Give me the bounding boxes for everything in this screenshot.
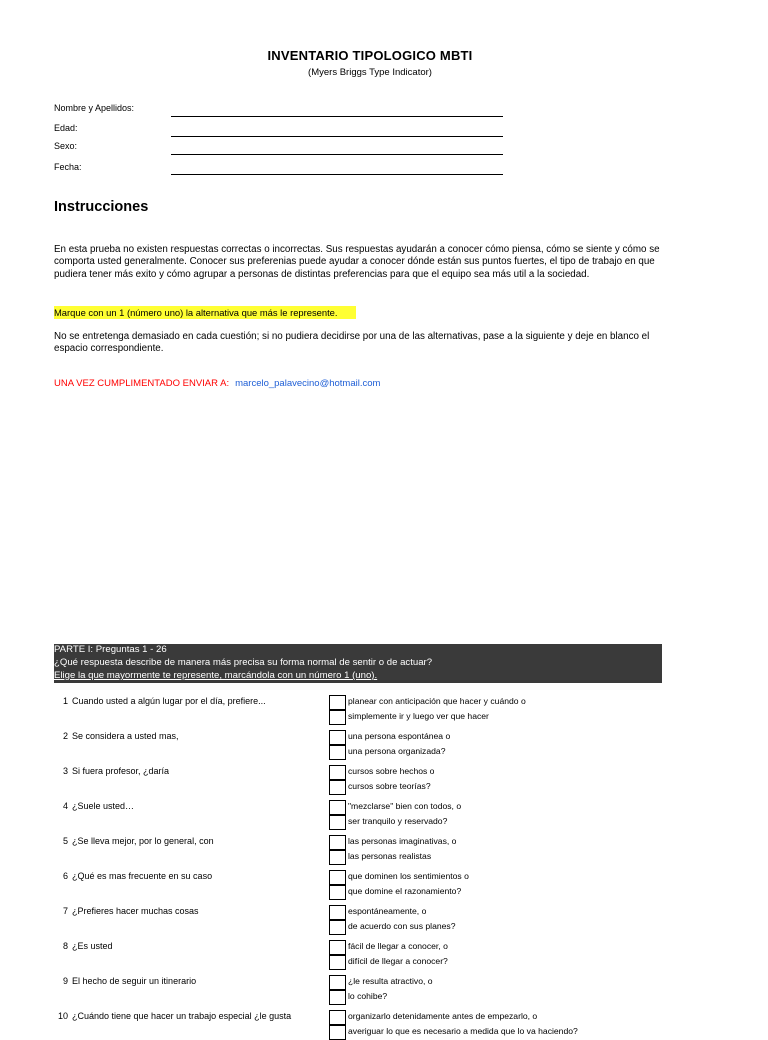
instructions-heading: Instrucciones [54,199,149,215]
answer-option: simplemente ir y luego ver que hacer [348,711,489,721]
question-text: ¿Prefieres hacer muchas cosas [72,906,199,916]
sex-label: Sexo: [54,141,78,151]
question-text: El hecho de seguir un itinerario [72,976,197,986]
answer-option: las personas imaginativas, o [348,836,457,846]
answer-option: lo cohibe? [348,991,388,1001]
answer-checkbox[interactable] [329,940,346,955]
answer-option: que dominen los sentimientos o [348,871,469,881]
highlighted-instruction: Marque con un 1 (número uno) la alternativa que más le represente. [54,306,356,319]
answer-checkbox[interactable] [329,835,346,850]
question-text: Si fuera profesor, ¿daría [72,766,170,776]
answer-option: ¿le resulta atractivo, o [348,976,433,986]
question-text: ¿Se lleva mejor, por lo general, con [72,836,214,846]
instructions-paragraph: En esta prueba no existen respuestas correctas o incorrectas. Sus respuestas ayudarán a conocer cómo piensa, cómo se siente y cómo se comporta usted generalmente. Conocer sus preferenias puede ayudar a conocer dónde están sus puntos fuertes, el tipo de trabajo en que pudiera tener más exito y cómo agrupar a personas de distintas preferencias para que el equipo sea más util a la sociedad. [54,244,660,280]
answer-checkbox[interactable] [329,975,346,990]
part-question: ¿Qué respuesta describe de manera más precisa su forma normal de sentir o de actuar? [54,657,433,668]
answer-option: cursos sobre teorías? [348,781,431,791]
answer-option: las personas realistas [348,851,432,861]
question-text: Cuando usted a algún lugar por el día, prefiere... [72,696,266,706]
answer-option: cursos sobre hechos o [348,766,435,776]
answer-checkbox[interactable] [329,905,346,920]
question-number: 8 [62,941,68,951]
answer-option: de acuerdo con sus planes? [348,921,456,931]
question-number: 7 [62,906,68,916]
answer-checkbox[interactable] [329,870,346,885]
send-label: UNA VEZ CUMPLIMENTADO ENVIAR A: [54,378,230,389]
question-number: 9 [62,976,68,986]
question-number: 3 [62,766,68,776]
question-number: 5 [62,836,68,846]
question-number: 6 [62,871,68,881]
answer-checkbox[interactable] [329,800,346,815]
name-field[interactable] [171,116,503,117]
date-label: Fecha: [54,162,82,172]
answer-option: que domine el razonamiento? [348,886,462,896]
send-instruction [54,378,380,389]
age-field[interactable] [171,136,503,137]
sex-field[interactable] [171,154,503,155]
question-text: ¿Qué es mas frecuente en su caso [72,871,213,881]
question-text: ¿Suele usted… [72,801,135,811]
part-instruction: Elige la que mayormente te represente, marcándola con un número 1 (uno). [54,670,378,681]
answer-option: planear con anticipación que hacer y cuándo o [348,696,526,706]
answer-option: organizarlo detenidamente antes de empezarlo, o [348,1011,538,1021]
question-number: 1 [62,696,68,706]
question-text: ¿Cuándo tiene que hacer un trabajo especial ¿le gusta [72,1011,292,1021]
question-text: ¿Es usted [72,941,113,951]
age-label: Edad: [54,123,78,133]
answer-option: difícil de llegar a conocer? [348,956,448,966]
question-text: Se considera a usted mas, [72,731,179,741]
part-header-bar [54,644,662,683]
answer-checkbox[interactable] [329,780,346,795]
document-title: INVENTARIO TIPOLOGICO MBTI [267,48,473,63]
question-number: 4 [62,801,68,811]
answer-option: espontáneamente, o [348,906,427,916]
name-label: Nombre y Apellidos: [54,103,135,113]
answer-checkbox[interactable] [329,990,346,1005]
answer-option: fácil de llegar a conocer, o [348,941,448,951]
document-subtitle: (Myers Briggs Type Indicator) [308,67,432,78]
answer-checkbox[interactable] [329,955,346,970]
answer-option: una persona espontánea o [348,731,451,741]
answer-checkbox[interactable] [329,745,346,760]
answer-checkbox[interactable] [329,730,346,745]
question-number: 2 [62,731,68,741]
answer-checkbox[interactable] [329,695,346,710]
answer-checkbox[interactable] [329,710,346,725]
answer-option: ser tranquilo y reservado? [348,816,448,826]
answer-checkbox[interactable] [329,1010,346,1025]
answer-checkbox[interactable] [329,885,346,900]
question-number: 10 [57,1011,68,1021]
instructions-paragraph-2: No se entretenga demasiado en cada cuestión; si no pudiera decidirse por una de las alternativas, pase a la siguiente y deje en blanco el espacio correspondiente. [54,331,650,355]
answer-option: una persona organizada? [348,746,446,756]
answer-checkbox[interactable] [329,1025,346,1040]
answer-option: averiguar lo que es necesario a medida que lo va haciendo? [348,1026,578,1036]
date-field[interactable] [171,174,503,175]
answer-checkbox[interactable] [329,850,346,865]
answer-checkbox[interactable] [329,920,346,935]
answer-checkbox[interactable] [329,815,346,830]
answer-option: "mezclarse" bien con todos, o [348,801,462,811]
part-title: PARTE I: Preguntas 1 - 26 [54,644,167,655]
answer-checkbox[interactable] [329,765,346,780]
send-email-link[interactable]: marcelo_palavecino@hotmail.com [235,378,381,389]
